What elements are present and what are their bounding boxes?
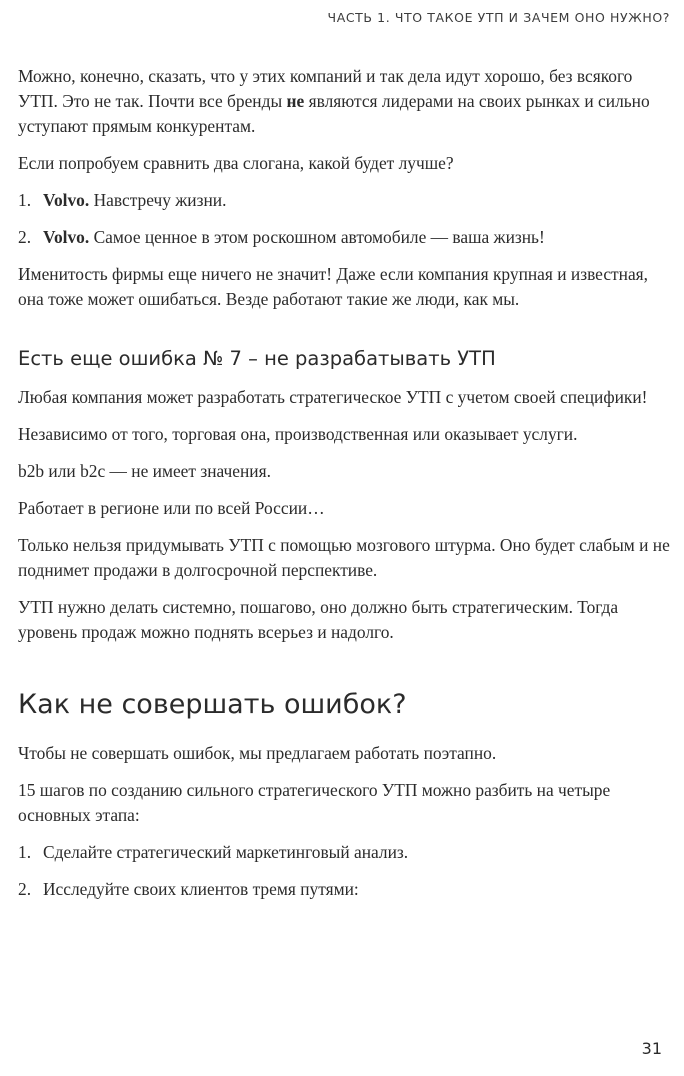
section-heading-how-to-avoid: Как не совершать ошибок? — [18, 689, 407, 720]
slogan-brand: Volvo. — [43, 190, 90, 210]
paragraph-brands-end: являются лидерами на своих рынках и сильно уступают прямым конкурентам. — [18, 91, 650, 136]
slogan-text: Навстречу жизни. — [89, 190, 227, 210]
list-item-text: Сделайте стратегический маркетинговый анализ. — [43, 842, 409, 862]
list-item-slogan-2 — [18, 225, 672, 250]
paragraph-15-steps: 15 шагов по созданию сильного стратегического УТП можно разбить на четыре основных этапа: — [18, 780, 611, 825]
paragraph-reputation: Именитость фирмы еще ничего не значит! Даже если компания крупная и известная, она тоже может ошибаться. Везде работают такие же люди, как мы. — [18, 264, 649, 309]
paragraph-brainstorm: Только нельзя придумывать УТП с помощью мозгового штурма. Оно будет слабым и не поднимет продажи в долгосрочной перспективе. — [18, 535, 670, 580]
list-number: 1. — [18, 842, 32, 862]
paragraph-region: Работает в регионе или по всей России… — [18, 498, 325, 518]
list-number: 2. — [18, 227, 32, 247]
paragraph-brands-emphasis: не — [286, 91, 305, 111]
paragraph-slogan-question: Если попробуем сравнить два слогана, какой будет лучше? — [18, 153, 454, 173]
paragraph-brands-start: Можно, конечно, сказать, что у этих компаний и так дела идут хорошо, без всякого УТП. Это не так. Почти все бренды — [18, 66, 633, 111]
paragraph-independent: Независимо от того, торговая она, производственная или оказывает услуги. — [18, 424, 578, 444]
section-heading-mistake-7: Есть еще ошибка № 7 – не разрабатывать УТП — [18, 347, 496, 370]
paragraph-systematic: УТП нужно делать системно, пошагово, оно должно быть стратегическим. Тогда уровень продаж можно поднять всерьез и надолго. — [18, 597, 619, 642]
list-item-text: Исследуйте своих клиентов тремя путями: — [43, 879, 359, 899]
paragraph-stepwise: Чтобы не совершать ошибок, мы предлагаем работать поэтапно. — [18, 743, 497, 763]
page-number: 31 — [641, 1039, 662, 1058]
paragraph-b2b: b2b или b2c — не имеет значения. — [18, 461, 271, 481]
paragraph-any-company: Любая компания может разработать стратегическое УТП с учетом своей специфики! — [18, 387, 648, 407]
list-number: 2. — [18, 879, 32, 899]
paragraph-brands — [18, 64, 672, 139]
list-number: 1. — [18, 190, 32, 210]
slogan-text: Самое ценное в этом роскошном автомобиле — ваша жизнь! — [89, 227, 545, 247]
list-item-slogan-1 — [18, 188, 672, 213]
list-item-step-1 — [18, 840, 672, 865]
page-body — [18, 64, 672, 902]
list-item-step-2 — [18, 877, 672, 902]
running-head: ЧАСТЬ 1. ЧТО ТАКОЕ УТП И ЗАЧЕМ ОНО НУЖНО? — [327, 10, 670, 25]
slogan-brand: Volvo. — [43, 227, 90, 247]
